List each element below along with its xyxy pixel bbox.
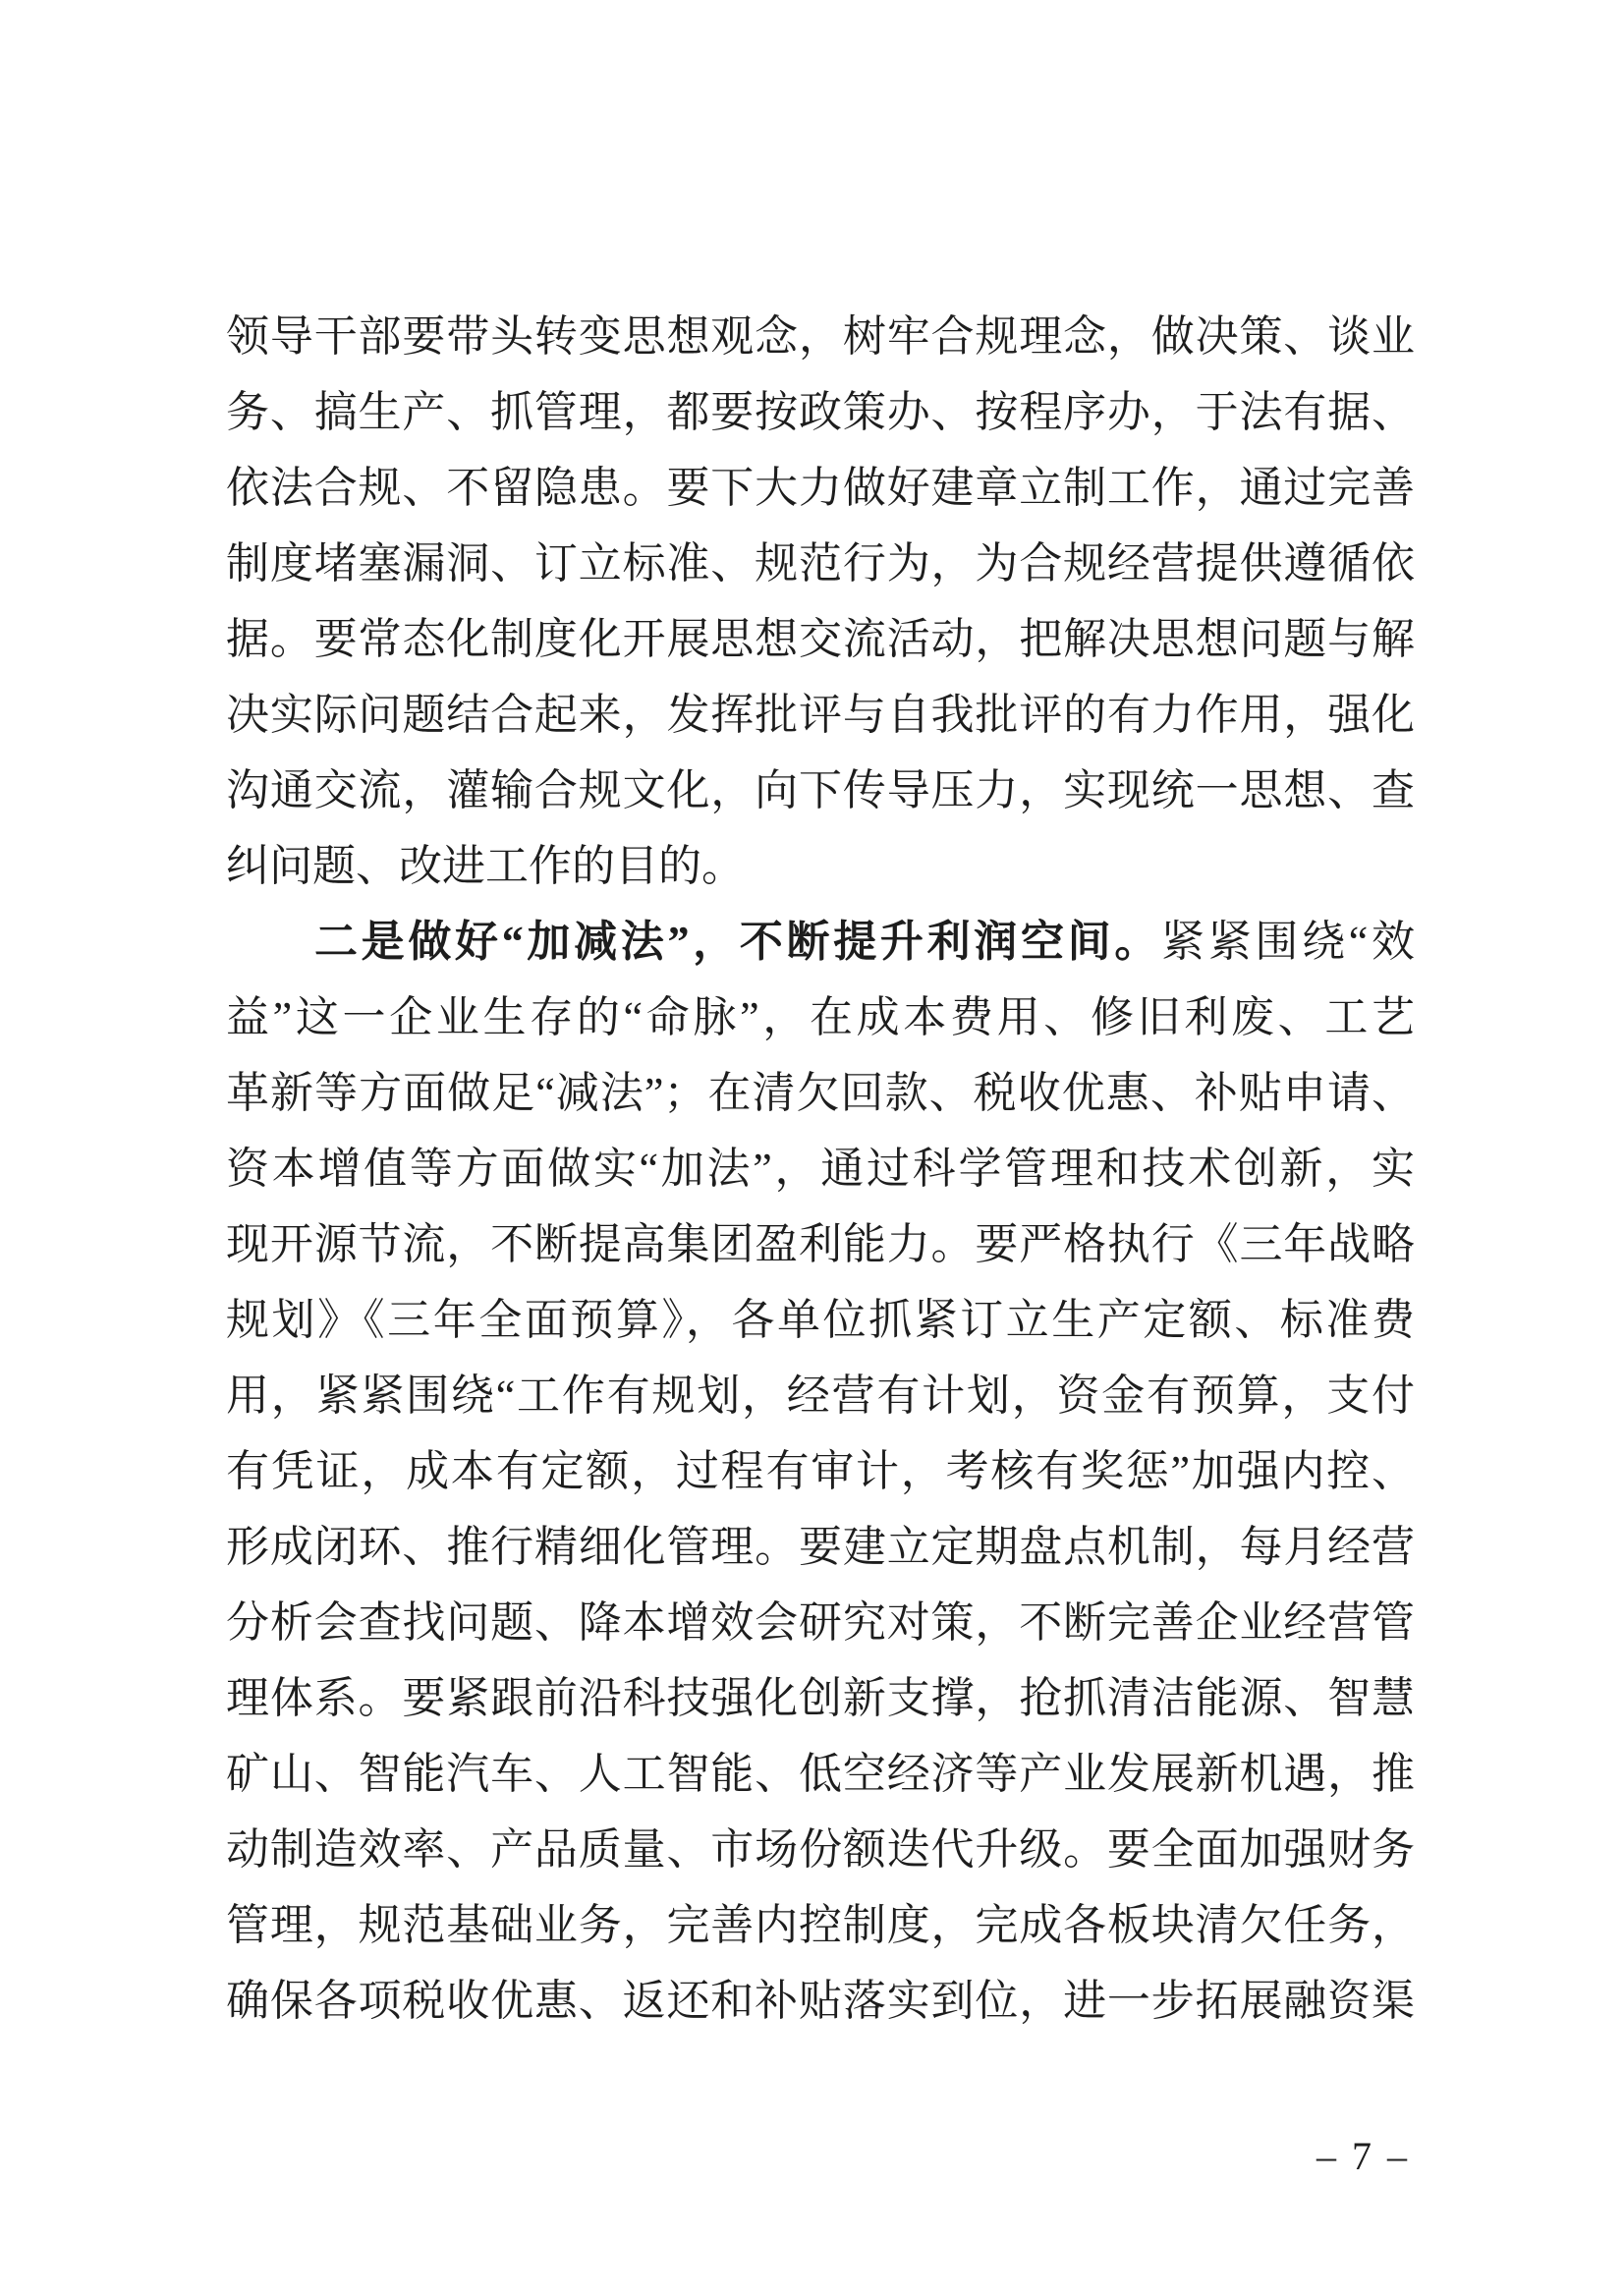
text-line xyxy=(226,677,1415,753)
text-line xyxy=(226,1055,1415,1131)
text-line xyxy=(226,526,1415,601)
document-body xyxy=(226,299,1415,2039)
text-line xyxy=(226,1963,1415,2039)
body-text: 制度堵塞漏洞、订立标准、规范行为，为合规经营提供遵循依 xyxy=(226,539,1415,588)
body-text: 动制造效率、产品质量、市场份额迭代升级。要全面加强财务 xyxy=(226,1825,1415,1874)
text-line xyxy=(226,828,1415,904)
text-line xyxy=(226,904,1415,980)
text-line xyxy=(226,1282,1415,1358)
body-text: 现开源节流，不断提高集团盈利能力。要严格执行《三年战略 xyxy=(226,1220,1415,1268)
text-line xyxy=(226,1131,1415,1206)
body-text: 管理，规范基础业务，完善内控制度，完成各板块清欠任务， xyxy=(226,1901,1415,1949)
page-number-label: – 7 – xyxy=(1316,2134,1410,2178)
text-line xyxy=(226,374,1415,450)
text-line xyxy=(226,1509,1415,1585)
body-text: 紧紧围绕“效 xyxy=(1161,918,1416,966)
text-line xyxy=(226,299,1415,374)
text-line xyxy=(226,601,1415,677)
body-text: 分析会查找问题、降本增效会研究对策，不断完善企业经营管 xyxy=(226,1598,1415,1647)
body-text: 有凭证，成本有定额，过程有审计，考核有奖惩”加强内控、 xyxy=(226,1447,1415,1495)
text-line xyxy=(226,1660,1415,1736)
text-line xyxy=(226,1433,1415,1509)
body-text: 革新等方面做足“减法”；在清欠回款、税收优惠、补贴申请、 xyxy=(226,1069,1415,1117)
body-text: 形成闭环、推行精细化管理。要建立定期盘点机制，每月经营 xyxy=(226,1523,1415,1571)
body-text: 规划》《三年全面预算》，各单位抓紧订立生产定额、标准费 xyxy=(226,1296,1415,1344)
body-text: 决实际问题结合起来，发挥批评与自我批评的有力作用，强化 xyxy=(226,691,1415,739)
text-line xyxy=(226,1887,1415,1963)
body-text: 领导干部要带头转变思想观念，树牢合规理念，做决策、谈业 xyxy=(226,312,1415,361)
body-text: 用，紧紧围绕“工作有规划，经营有计划，资金有预算，支付 xyxy=(226,1372,1415,1420)
body-text: 沟通交流，灌输合规文化，向下传导压力，实现统一思想、查 xyxy=(226,766,1415,814)
body-text: 矿山、智能汽车、人工智能、低空经济等产业发展新机遇，推 xyxy=(226,1750,1415,1798)
text-line xyxy=(226,1358,1415,1433)
emphasis-text: 二是做好“加减法”，不断提升利润空间。 xyxy=(314,918,1162,966)
text-line xyxy=(226,450,1415,526)
body-text: 理体系。要紧跟前沿科技强化创新支撑，抢抓清洁能源、智慧 xyxy=(226,1674,1415,1722)
body-text: 益”这一企业生存的“命脉”，在成本费用、修旧利废、工艺 xyxy=(226,993,1415,1041)
body-text: 确保各项税收优惠、返还和补贴落实到位，进一步拓展融资渠 xyxy=(226,1977,1415,2025)
text-line xyxy=(226,1812,1415,1887)
body-text: 务、搞生产、抓管理，都要按政策办、按程序办，于法有据、 xyxy=(226,388,1415,436)
text-line xyxy=(226,1736,1415,1812)
page-number xyxy=(1316,2132,1434,2181)
text-line xyxy=(226,753,1415,828)
body-text: 纠问题、改进工作的目的。 xyxy=(226,842,745,890)
text-line xyxy=(226,980,1415,1055)
body-text: 资本增值等方面做实“加法”，通过科学管理和技术创新，实 xyxy=(226,1145,1415,1193)
body-text: 据。要常态化制度化开展思想交流活动，把解决思想问题与解 xyxy=(226,615,1415,663)
text-line xyxy=(226,1585,1415,1660)
text-line xyxy=(226,1206,1415,1282)
body-text: 依法合规、不留隐患。要下大力做好建章立制工作，通过完善 xyxy=(226,464,1415,512)
